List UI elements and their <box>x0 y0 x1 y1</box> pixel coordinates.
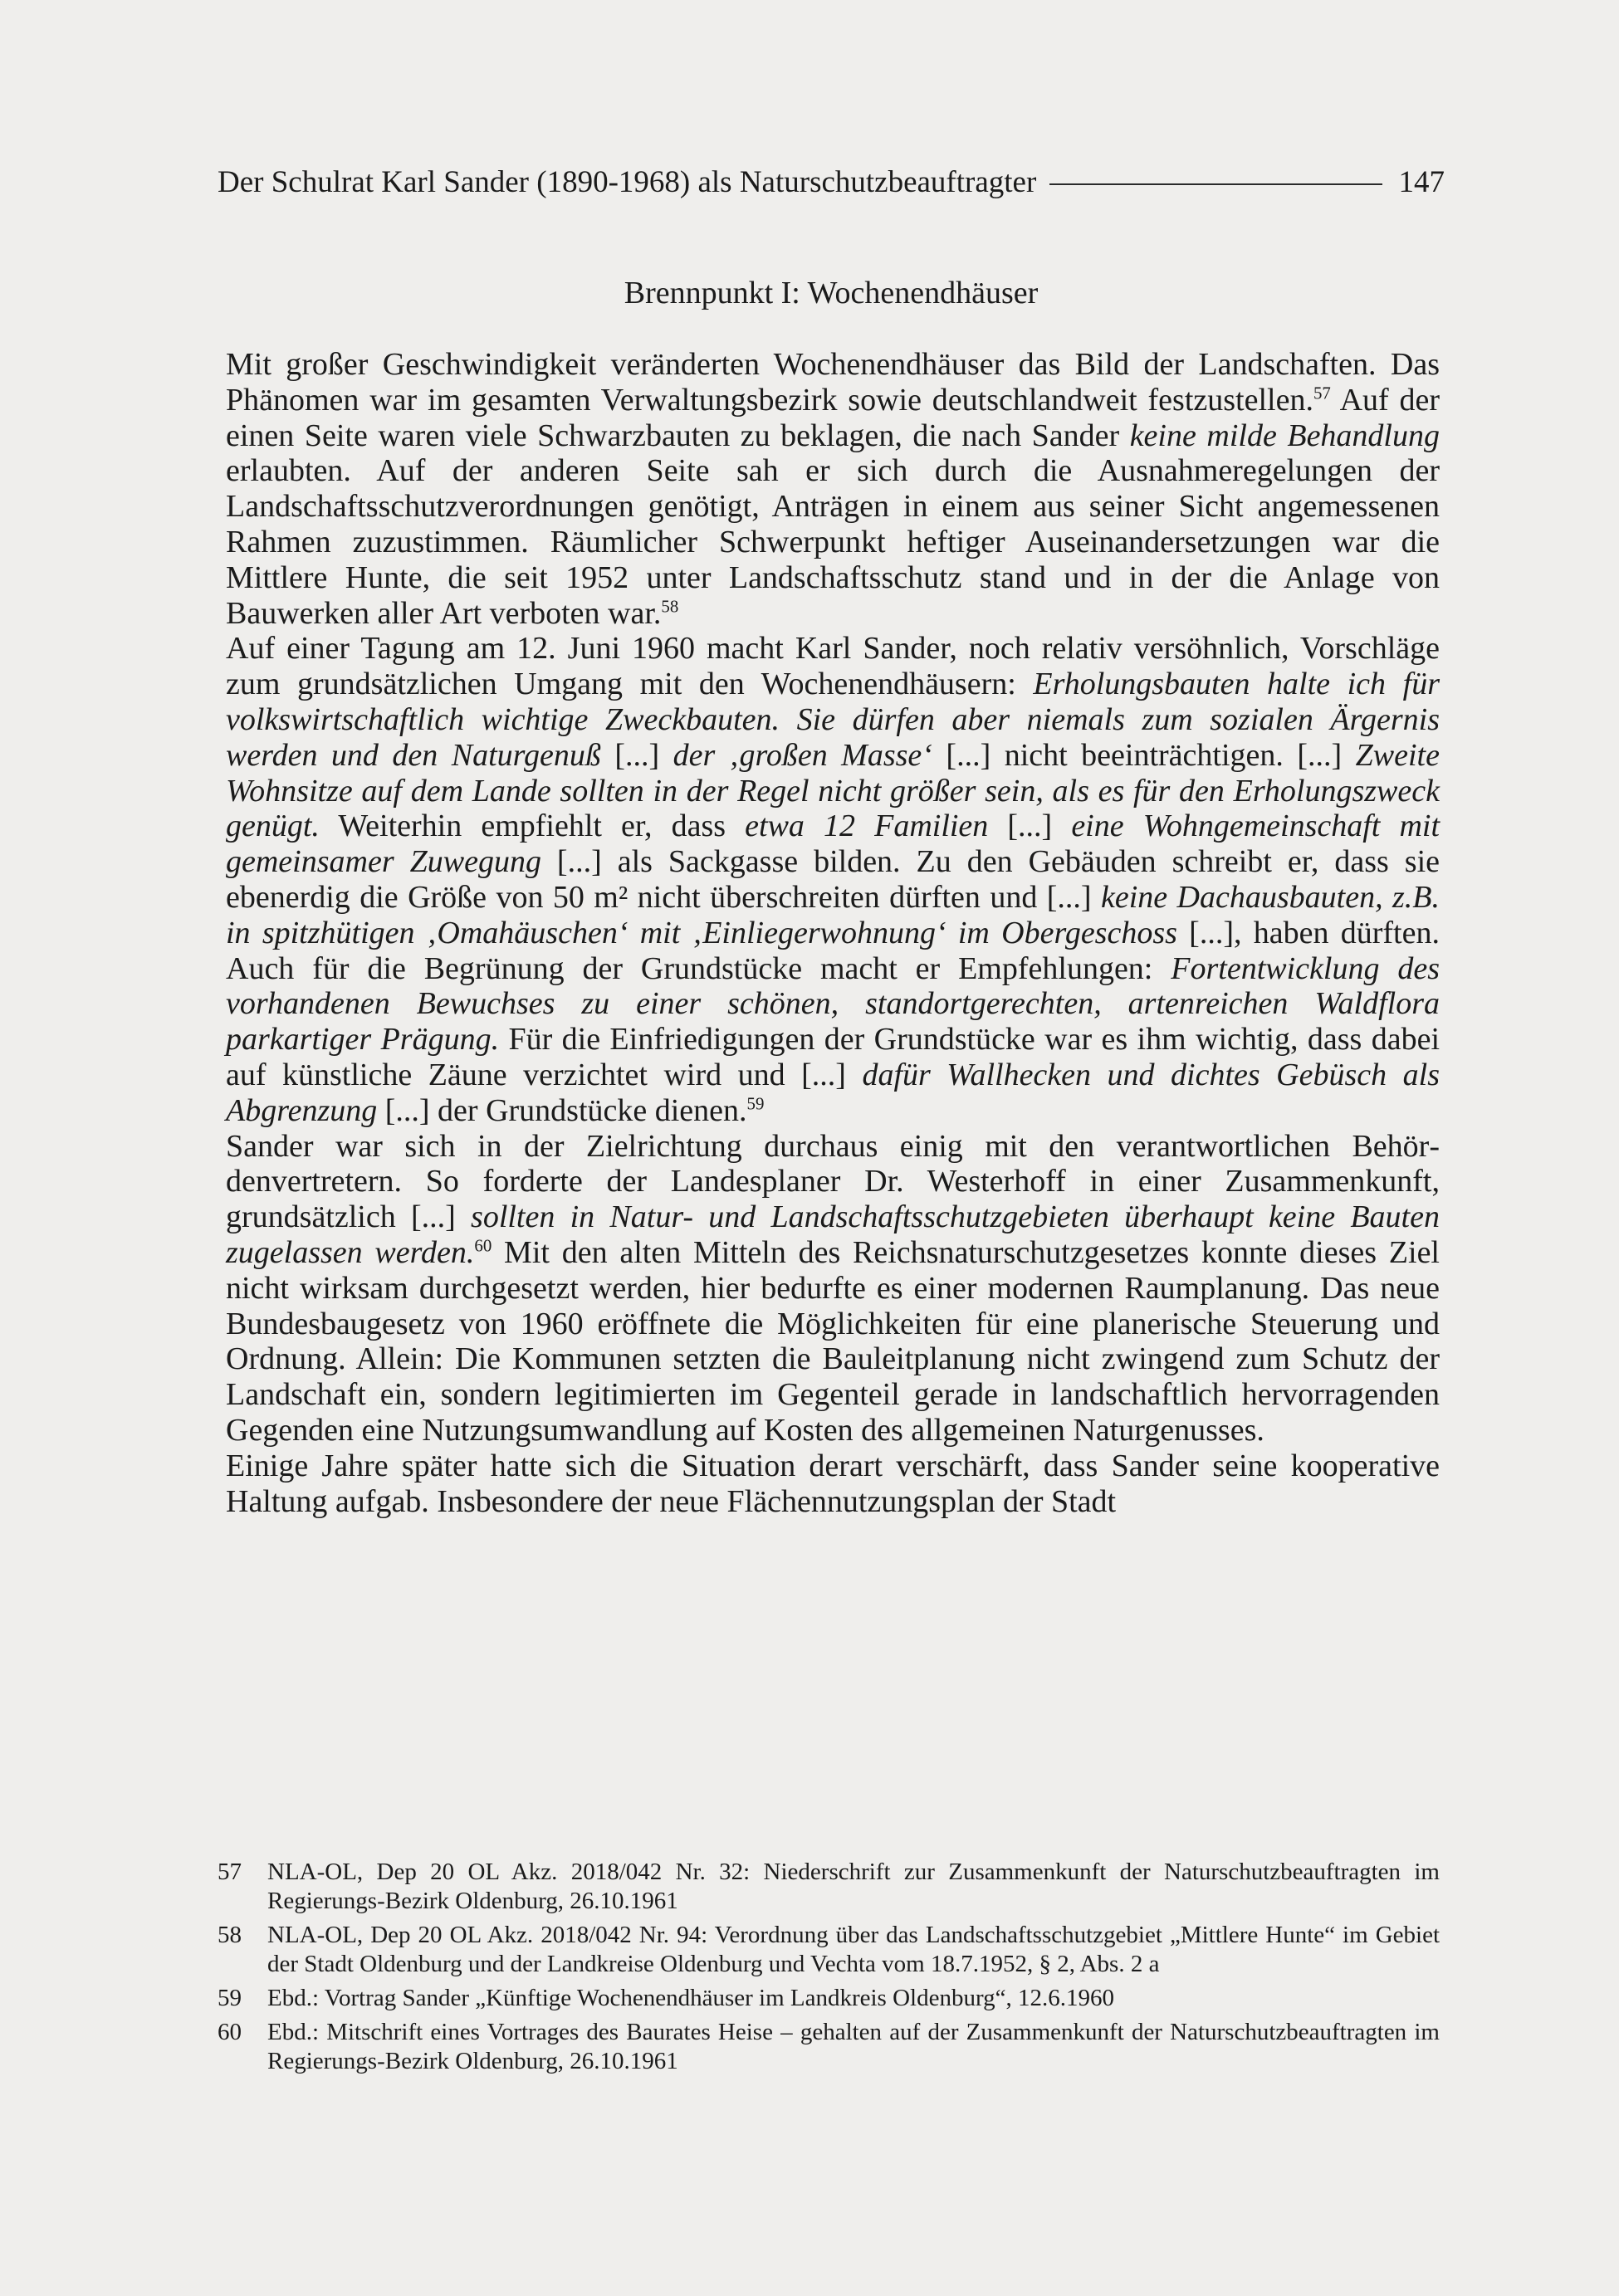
body-run: [...] <box>988 808 1072 844</box>
footnote <box>218 1984 1440 2013</box>
body-run: [...] <box>600 737 673 773</box>
quote-text: Erholungsbauten halte ich für volkswirtschaftlich wichtige Zweckbauten. Sie dürfen aber niemals zum sozialen Ärgernis werden und den Naturgenuß <box>226 667 1440 773</box>
footnote-number: 58 <box>218 1922 242 1948</box>
paragraph <box>226 1129 1440 1448</box>
page-number: 147 <box>1398 165 1445 199</box>
quote-text: Fortentwicklung des vorhandenen Bewuchses zu einer schönen, standortgerechten, artenreichen Waldflora parkartiger Prägung. <box>226 950 1440 1058</box>
body-run: Mit den alten Mitteln des Reichsnaturschutzgesetzes konnte dieses Ziel nicht wirksam durchgesetzt werden, hier bedurfte es einer modernen Raumplanung. Das neue Bundesbaugesetz von 1960 eröffnete die Möglichkeiten für eine planerische Steuerung und Ordnung. Allein: Die Kommunen setzten die Bauleitplanung nicht zwingend zum Schutz der Landschaft ein, sondern legitimierten im Gegenteil gerade in landschaftlich hervorragenden Gegenden eine Nutzungsumwandlung auf Kosten des allgemeinen Naturgenusses. <box>226 1234 1440 1448</box>
footnote-ref: 59 <box>746 1093 765 1114</box>
running-head-title: Der Schulrat Karl Sander (1890-1968) als Naturschutzbeauftragter <box>218 165 1037 199</box>
section-heading: Brennpunkt I: Wochenendhäuser <box>624 276 1039 310</box>
quote-text: etwa 12 Familien <box>745 808 989 844</box>
footnote-ref: 57 <box>1313 383 1331 403</box>
paragraph <box>226 347 1440 631</box>
footnote-number: 60 <box>218 2019 242 2045</box>
quote-text: Zweite Wohnsitze auf dem Lande sollten in der Regel nicht größer sein, als es für den Erholungszweck genügt. <box>226 737 1440 844</box>
body-run: [...] nicht beeinträchtigen. [...] <box>932 737 1356 773</box>
quote-text: sollten in Natur- und Landschaftsschutzgebieten überhaupt keine Bauten zugelassen werden. <box>226 1199 1440 1270</box>
footnote-text: Ebd.: Vortrag Sander „Künftige Wochenendhäuser im Landkreis Oldenburg“, 12.6.1960 <box>267 1985 1114 2011</box>
body-run: Mit großer Geschwindigkeit veränderten Wochenendhäuser das Bild der Landschaften. Das Phänomen war im gesamten Verwaltungsbezirk sowie deutschlandweit festzustellen. <box>226 347 1440 418</box>
footnote-number: 57 <box>218 1859 242 1885</box>
paragraph <box>226 631 1440 1128</box>
paragraph <box>226 1448 1440 1520</box>
body-run: erlaubten. Auf der anderen Seite sah er sich durch die Ausnahmeregelungen der Landschaftsschutzverordnungen genötigt, Anträgen in einem aus seiner Sicht angemessenen Rahmen zuzustimmen. Räumlicher Schwerpunkt heftiger Auseinandersetzungen war die Mittlere Hunte, die seit 1952 unter Landschaftsschutz stand und in der die Anlage von Bauwerken aller Art verboten war. <box>226 453 1440 631</box>
quote-text: keine Dachausbauten, z.B. in spitzhütigen ‚Omahäuschen‘ mit ‚Einliegerwohnung‘ im Obergeschoss <box>226 879 1440 950</box>
footnote <box>218 2018 1440 2076</box>
footnote-ref: 58 <box>661 595 679 616</box>
body-run: [...], haben dürften. Auch für die Begrünung der Grundstücke macht er Empfehlungen: <box>226 915 1440 986</box>
body-run: Weiterhin empfiehlt er, dass <box>319 808 746 844</box>
footnote-ref: 60 <box>474 1235 492 1256</box>
footnote-text: NLA-OL, Dep 20 OL Akz. 2018/042 Nr. 32: Niederschrift zur Zusammenkunft der Naturschutzbeauftragten im Regierungs-Bezirk Oldenburg, 26.10.1961 <box>267 1859 1440 1914</box>
body-run: Auf einer Tagung am 12. Juni 1960 macht Karl Sander, noch relativ versöhnlich, Vorschläge zum grundsätzlichen Umgang mit den Wochenendhäusern: <box>226 631 1440 702</box>
quote-text: keine milde Behandlung <box>1129 418 1440 453</box>
quote-text: der ‚großen Masse‘ <box>673 737 932 773</box>
body-run: Auf der einen Seite waren viele Schwarzbauten zu beklagen, die nach Sander <box>226 382 1440 453</box>
footnotes <box>218 1858 1440 2081</box>
quote-text: eine Wohngemeinschaft mit gemeinsamer Zuwegung <box>226 808 1440 880</box>
footnote <box>218 1858 1440 1916</box>
footnote <box>218 1921 1440 1979</box>
body-run: Sander war sich in der Zielrichtung durchaus einig mit den verantwortlichen Behördenvertretern. So forderte der Landesplaner Dr. Westerhoff in einer Zusammenkunft, grundsätzlich [...] <box>226 1128 1440 1235</box>
footnote-text: NLA-OL, Dep 20 OL Akz. 2018/042 Nr. 94: Verordnung über das Landschaftsschutzgebiet „Mittlere Hunte“ im Gebiet der Stadt Oldenburg und der Landkreise Oldenburg und Vechta vom 18.7.1952, § 2, Abs. 2 a <box>267 1922 1440 1977</box>
body-run: Für die Einfriedigungen der Grundstücke war es ihm wichtig, dass dabei auf künstliche Zäune verzichtet wird und [...] <box>226 1022 1440 1092</box>
quote-text: dafür Wallhecken und dichtes Gebüsch als Abgrenzung <box>226 1057 1440 1128</box>
footnote-number: 59 <box>218 1985 242 2011</box>
running-head <box>218 163 1445 203</box>
body-run: [...] als Sackgasse bilden. Zu den Gebäuden schreibt er, dass sie ebenerdig die Größe von 50 m² nicht überschreiten dürften und [...] <box>226 844 1440 915</box>
footnote-text: Ebd.: Mitschrift eines Vortrages des Baurates Heise – gehalten auf der Zusammenkunft der Naturschutzbeauftragten im Regierungs-Bezirk Oldenburg, 26.10.1961 <box>267 2019 1440 2074</box>
body-text <box>226 347 1440 1519</box>
body-run: [...] der Grundstücke dienen. <box>377 1092 747 1128</box>
body-run: Einige Jahre später hatte sich die Situation derart verschärft, dass Sander seine kooperative Haltung aufgab. Insbesondere der neue Flächennutzungsplan der Stadt <box>226 1448 1440 1519</box>
running-head-rule <box>1049 183 1382 185</box>
